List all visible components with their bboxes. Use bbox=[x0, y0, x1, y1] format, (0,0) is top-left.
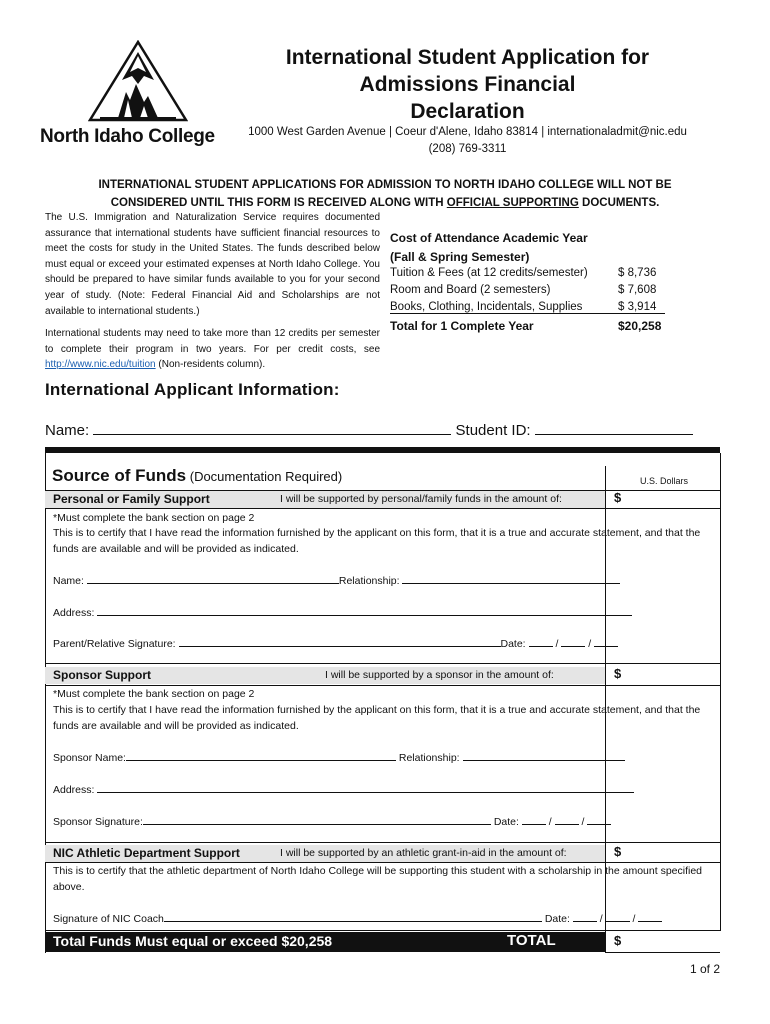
date-sep: / bbox=[555, 638, 559, 650]
address-line: 1000 West Garden Avenue | Coeur d'Alene, Idaho 83814 | internationaladmit@nic.edu bbox=[248, 126, 687, 138]
family-certify-text: This is to certify that I have read the information furnished by the applicant on this form, that it is a true and accurate statement, and that the funds are available and will be provided as indicated. bbox=[53, 527, 701, 555]
sponsor-date-year[interactable] bbox=[587, 814, 611, 825]
notice-underlined: OFFICIAL SUPPORTING bbox=[446, 197, 579, 209]
cost-row-tuition bbox=[390, 267, 665, 284]
athletic-amount-field[interactable]: $ bbox=[614, 844, 622, 859]
family-signature-label: Parent/Relative Signature: bbox=[53, 638, 176, 650]
cost-row-room bbox=[390, 284, 665, 301]
family-bank-note: *Must complete the bank section on page 2 bbox=[53, 512, 255, 524]
cost-label: Books, Clothing, Incidentals, Supplies bbox=[390, 301, 583, 313]
family-name-row bbox=[53, 573, 620, 587]
cost-amount: $ 3,914 bbox=[618, 301, 657, 313]
college-logo bbox=[40, 40, 235, 152]
family-support-statement: I will be supported by personal/family funds in the amount of: bbox=[280, 493, 562, 505]
sponsor-name-field[interactable] bbox=[126, 750, 396, 761]
family-date-day[interactable] bbox=[561, 636, 585, 647]
row-divider bbox=[45, 842, 720, 843]
sponsor-amount-field[interactable]: $ bbox=[614, 666, 622, 681]
athletic-date-day[interactable] bbox=[606, 911, 630, 922]
sponsor-date-day[interactable] bbox=[555, 814, 579, 825]
notice-line-1: INTERNATIONAL STUDENT APPLICATIONS FOR ADMISSION TO NORTH IDAHO COLLEGE WILL NOT BE bbox=[98, 179, 672, 191]
family-address-row bbox=[53, 605, 632, 619]
sponsor-signature-row bbox=[53, 814, 611, 828]
cost-amount: $ 7,608 bbox=[618, 284, 657, 296]
cost-divider bbox=[390, 313, 665, 314]
athletic-date-label: Date: bbox=[544, 913, 570, 925]
athletic-support-label: NIC Athletic Department Support bbox=[53, 846, 240, 860]
table-top-bar bbox=[45, 447, 720, 453]
cost-amount: $ 8,736 bbox=[618, 267, 657, 279]
tuition-link[interactable]: http://www.nic.edu/tuition bbox=[45, 359, 156, 371]
date-sep: / bbox=[548, 816, 552, 828]
applicant-name-field[interactable] bbox=[93, 420, 451, 435]
cost-title-line-1: Cost of Attendance Academic Year bbox=[390, 231, 588, 245]
total-funds-label: Total Funds Must equal or exceed $20,258 bbox=[53, 933, 333, 949]
table-left-border bbox=[45, 453, 46, 953]
cost-total-amount: $20,258 bbox=[618, 319, 662, 333]
family-signature-row bbox=[53, 636, 618, 650]
sof-title-text: Source of Funds bbox=[52, 466, 187, 485]
athletic-support-statement: I will be supported by an athletic grant-in-aid in the amount of: bbox=[280, 847, 567, 859]
family-amount-field[interactable]: $ bbox=[614, 490, 622, 505]
phone-line: (208) 769-3311 bbox=[428, 143, 507, 155]
date-sep: / bbox=[581, 816, 585, 828]
sponsor-address-field[interactable] bbox=[97, 782, 634, 793]
cost-title bbox=[390, 229, 670, 267]
source-of-funds-title bbox=[52, 466, 342, 486]
currency-label: U.S. Dollars bbox=[640, 476, 689, 486]
sponsor-signature-label: Sponsor Signature: bbox=[53, 816, 143, 828]
athletic-signature-row bbox=[53, 911, 662, 925]
athletic-date-year[interactable] bbox=[638, 911, 662, 922]
family-name-label: Name: bbox=[53, 575, 84, 587]
sponsor-certify-text: This is to certify that I have read the information furnished by the applicant on this form, that it is a true and accurate statement, and that the funds are available and will be provided as indicated. bbox=[53, 704, 701, 732]
sponsor-date-month[interactable] bbox=[522, 814, 546, 825]
sponsor-bank-note: *Must complete the bank section on page 2 bbox=[53, 688, 255, 700]
total-underline bbox=[605, 952, 720, 953]
title-line-1: International Student Application for bbox=[285, 46, 650, 69]
family-date-month[interactable] bbox=[529, 636, 553, 647]
total-amount-field[interactable]: $ bbox=[614, 933, 622, 948]
sponsor-date-label: Date: bbox=[493, 816, 519, 828]
sponsor-support-label: Sponsor Support bbox=[53, 668, 151, 682]
family-support-header bbox=[45, 491, 605, 508]
sponsor-name-label: Sponsor Name: bbox=[53, 752, 126, 764]
credits-paragraph bbox=[45, 326, 380, 373]
source-of-funds-header bbox=[45, 466, 720, 491]
college-name: North Idaho College bbox=[40, 126, 215, 147]
total-word: TOTAL bbox=[507, 932, 556, 949]
mountain-logo-icon bbox=[88, 40, 188, 122]
family-date-label: Date: bbox=[500, 638, 526, 650]
notice-line-2-pre: CONSIDERED UNTIL THIS FORM IS RECEIVED ALONG WITH bbox=[110, 197, 447, 209]
submission-notice bbox=[55, 176, 715, 212]
sponsor-relationship-field[interactable] bbox=[463, 750, 625, 761]
family-relationship-field[interactable] bbox=[402, 573, 620, 584]
row-divider bbox=[45, 663, 720, 664]
total-funds-bar bbox=[45, 932, 605, 952]
student-id-field[interactable] bbox=[535, 420, 693, 435]
athletic-certify-text: This is to certify that the athletic department of North Idaho College will be supporting this student with a scholarship in the amount specified above. bbox=[53, 865, 703, 893]
college-address bbox=[240, 124, 695, 158]
sof-title-note: (Documentation Required) bbox=[186, 469, 343, 484]
family-support-label: Personal or Family Support bbox=[53, 492, 210, 506]
athletic-date-month[interactable] bbox=[573, 911, 597, 922]
family-name-field[interactable] bbox=[87, 573, 339, 584]
sponsor-signature-field[interactable] bbox=[143, 814, 491, 825]
date-sep: / bbox=[599, 913, 603, 925]
athletic-signature-label: Signature of NIC Coach bbox=[53, 913, 164, 925]
row-divider bbox=[45, 930, 720, 931]
cost-row-books bbox=[390, 301, 665, 318]
family-relationship-label: Relationship: bbox=[338, 575, 400, 587]
page-title bbox=[240, 44, 695, 125]
cost-label: Room and Board (2 semesters) bbox=[390, 284, 551, 296]
page-number: 1 of 2 bbox=[690, 962, 721, 976]
date-sep: / bbox=[632, 913, 636, 925]
athletic-signature-field[interactable] bbox=[164, 911, 542, 922]
title-line-2: Admissions Financial bbox=[359, 73, 576, 96]
intro-paragraph: The U.S. Immigration and Naturalization Service requires documented assurance that international students have sufficient financial resources to meet the costs for study in the United States. The funds described below must equal or exceed your estimated expenses at North Idaho College. You should be prepared to have similar funds available to you for your second year of study. (Note: Federal Financial Aid and Scholarships are not available to international students.) bbox=[45, 212, 380, 317]
athletic-support-header bbox=[45, 845, 605, 862]
title-line-3: Declaration bbox=[410, 100, 525, 123]
cost-title-line-2: (Fall & Spring Semester) bbox=[390, 250, 530, 264]
sponsor-support-header bbox=[45, 667, 605, 684]
sponsor-address-label: Address: bbox=[53, 784, 95, 796]
family-date-year[interactable] bbox=[594, 636, 618, 647]
row-divider bbox=[45, 508, 720, 509]
sponsor-address-row bbox=[53, 782, 634, 796]
family-signature-field[interactable] bbox=[179, 636, 501, 647]
family-address-label: Address: bbox=[53, 607, 95, 619]
credits-text: International students may need to take more than 12 credits per semester to complete their program in two years. For per credit costs, see bbox=[45, 328, 380, 355]
date-sep: / bbox=[588, 638, 592, 650]
sponsor-name-row bbox=[53, 750, 625, 764]
cost-total-label: Total for 1 Complete Year bbox=[390, 319, 534, 333]
applicant-name-row bbox=[45, 420, 693, 439]
notice-line-2-post: DOCUMENTS. bbox=[578, 197, 660, 209]
applicant-name-label: Name: bbox=[45, 422, 90, 439]
cost-label: Tuition & Fees (at 12 credits/semester) bbox=[390, 267, 588, 279]
family-address-field[interactable] bbox=[97, 605, 632, 616]
cost-row-total bbox=[390, 319, 665, 336]
applicant-section-title: International Applicant Information: bbox=[45, 380, 340, 399]
sponsor-relationship-label: Relationship: bbox=[398, 752, 460, 764]
student-id-label: Student ID: bbox=[455, 422, 531, 439]
sponsor-support-statement: I will be supported by a sponsor in the amount of: bbox=[325, 669, 554, 681]
credits-text-end: (Non-residents column). bbox=[155, 359, 266, 371]
table-right-border bbox=[720, 453, 721, 931]
